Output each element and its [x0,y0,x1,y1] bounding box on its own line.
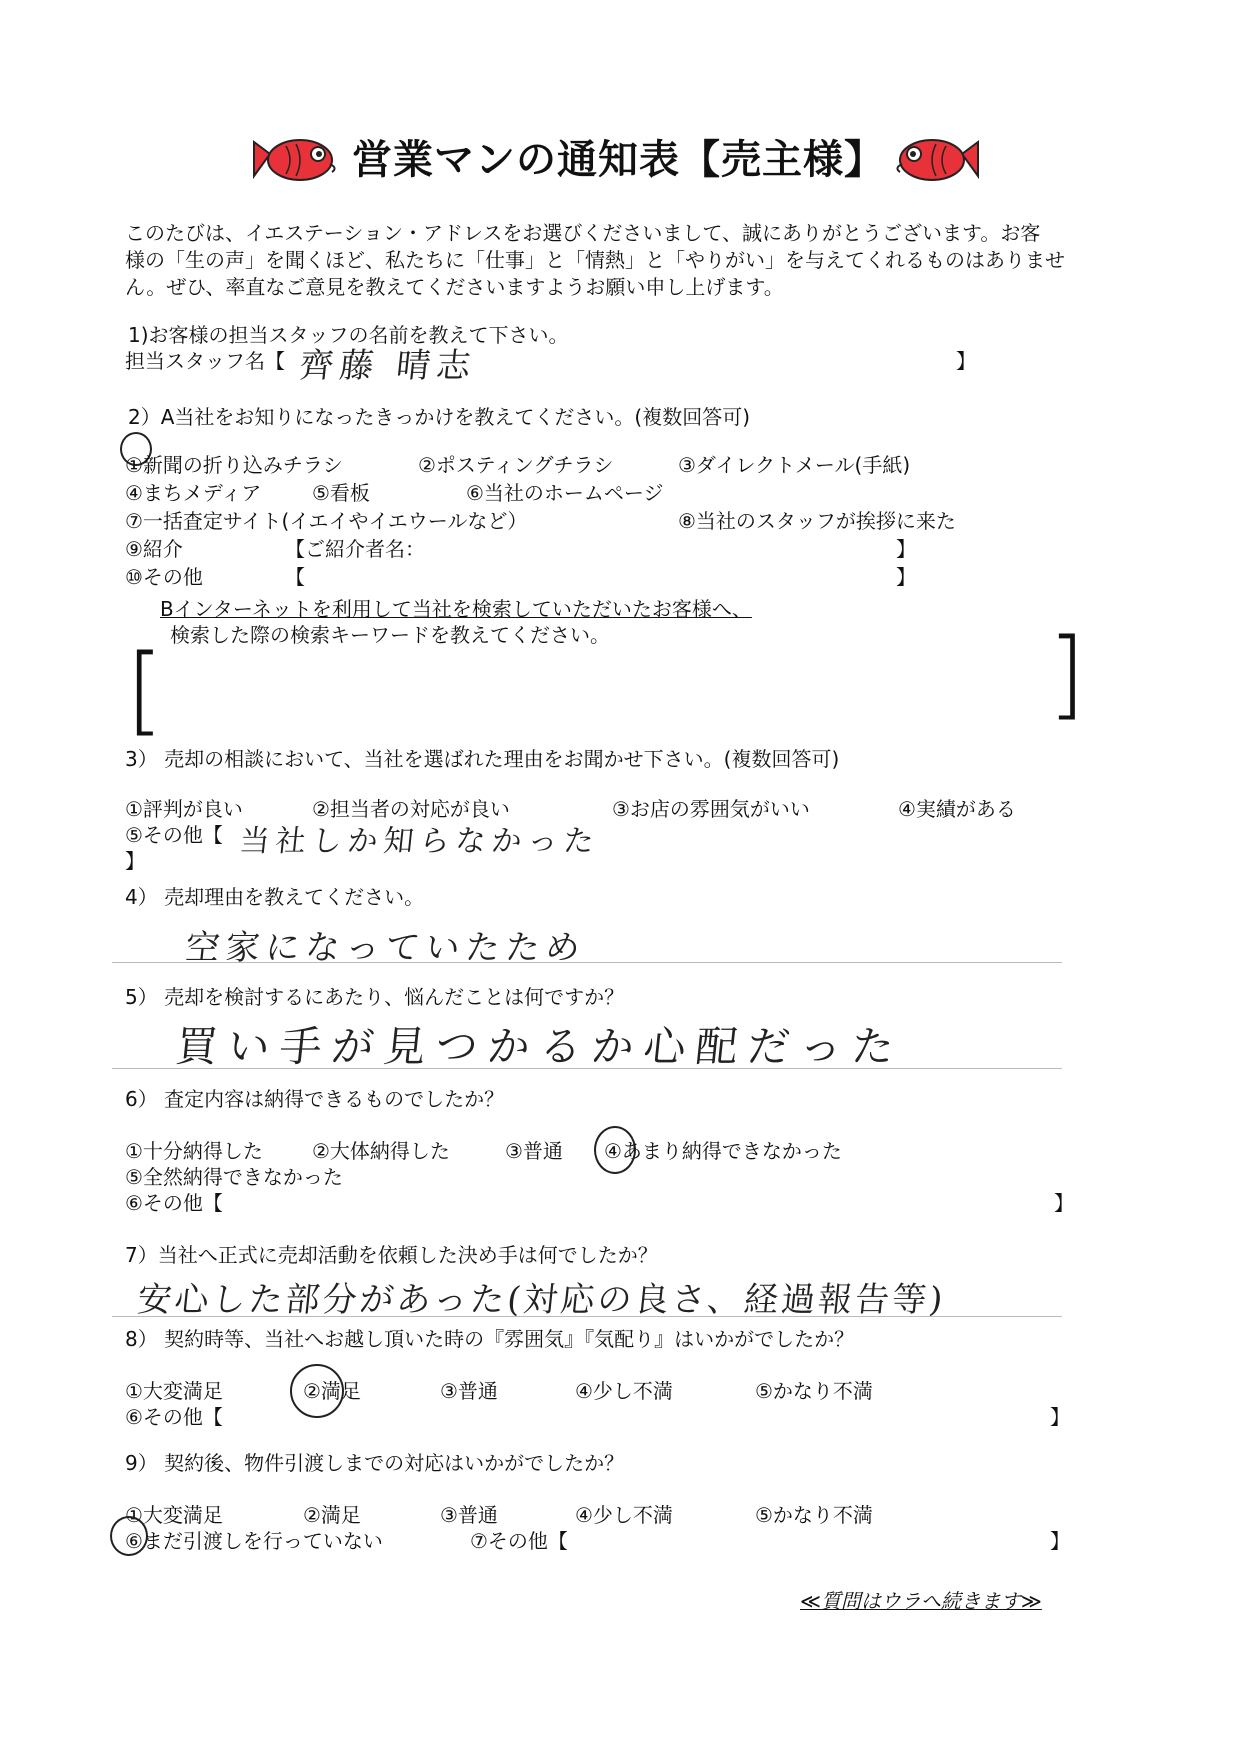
q2-opt1: ①新聞の折り込みチラシ [125,453,343,477]
q6-close-bracket: 】 [1054,1191,1074,1215]
q8-opt6: ⑥その他【 [125,1405,223,1429]
q2-opt10: ⑩その他 [125,565,203,589]
q3-heading: 3） 売却の相談において、当社を選ばれた理由をお聞かせ下さい。(複数回答可) [125,747,840,771]
q8-heading: 8） 契約時等、当社へお越し頂いた時の『雰囲気』『気配り』はいかがでしたか？ [125,1327,855,1351]
q9-close-bracket: 】 [1050,1529,1070,1553]
q5-heading: 5） 売却を検討するにあたり、悩んだことは何ですか？ [125,985,625,1009]
intro-line-1: このたびは、イエステーション・アドレスをお選びくださいまして、誠にありがとうございます。お客 [125,221,1041,245]
q2-opt9-bracket: 【ご紹介者名： [285,537,425,561]
q2-b-open-bracket: [ [126,634,164,746]
q8-opt4: ④少し不満 [575,1379,673,1403]
q6-opt6: ⑥その他【 [125,1191,223,1215]
q6-opt3: ③普通 [505,1139,563,1163]
q4-answer: 空家になっていたため [183,928,588,968]
continue-on-back-note: ≪質問はウラへ続きます≫ [800,1589,1042,1613]
q5-answer-line [112,1068,1062,1069]
q8-opt3: ③普通 [440,1379,498,1403]
right-fish-icon [888,132,984,186]
q2-heading: 2）A当社をお知りになったきっかけを教えてください。(複数回答可) [128,405,751,429]
q4-heading: 4） 売却理由を教えてください。 [125,885,425,909]
q2-b-line2: 検索した際の検索キーワードを教えてください。 [170,623,610,647]
q2-opt10-close: 】 [896,565,916,589]
q6-opt5: ⑤全然納得できなかった [125,1165,343,1189]
q1-heading: 1)お客様の担当スタッフの名前を教えて下さい。 [128,323,569,347]
q2-opt4: ④まちメディア [125,481,262,505]
q5-answer: 買い手が見つかるか心配だった [173,1022,907,1071]
q6-heading: 6） 査定内容は納得できるものでしたか？ [125,1087,505,1111]
q2-opt8: ⑧当社のスタッフが挨拶に来た [678,509,956,533]
q9-opt7: ⑦その他【 [470,1529,568,1553]
q2-opt3: ③ダイレクトメール(手紙) [678,453,911,477]
q6-opt4: ④あまり納得できなかった [604,1139,842,1163]
q8-close-bracket: 】 [1050,1405,1070,1429]
q2-b-line1: Bインターネットを利用して当社を検索していただいたお客様へ、 [160,597,752,621]
intro-line-3: ん。ぜひ、率直なご意見を教えてくださいますようお願い申し上げます。 [125,275,784,299]
q9-opt3: ③普通 [440,1503,498,1527]
q4-answer-line [112,962,1062,963]
q2-b-close-bracket: ] [1048,618,1086,730]
q3-opt5: ⑤その他【 [125,823,223,847]
q3-opt3: ③お店の雰囲気がいい [612,797,810,821]
left-fish-icon [248,132,344,186]
q8-opt1: ①大変満足 [125,1379,223,1403]
q7-answer: 安心した部分があった(対応の良さ、経過報告等) [135,1280,948,1320]
q9-opt1: ①大変満足 [125,1503,223,1527]
q1-close-bracket: 】 [956,349,976,373]
q1-answer: 齊藤 晴志 [297,346,479,386]
q6-opt1: ①十分納得した [125,1139,263,1163]
q7-answer-line [112,1316,1062,1317]
q6-opt2: ②大体納得した [312,1139,450,1163]
q9-heading: 9） 契約後、物件引渡しまでの対応はいかがでしたか？ [125,1451,625,1475]
q8-opt5: ⑤かなり不満 [755,1379,873,1403]
q3-answer: 当社しか知らなかった [237,824,602,859]
q2-opt7: ⑦一括査定サイト(イエイやイエウールなど） [125,509,528,533]
q8-opt2: ②満足 [303,1379,361,1403]
q2-opt5: ⑤看板 [312,481,370,505]
q3-close-bracket: 】 [125,849,145,873]
q9-opt6: ⑥まだ引渡しを行っていない [125,1529,383,1553]
intro-line-2: 様の「生の声」を聞くほど、私たちに「仕事」と「情熱」と「やりがい」を与えてくれるものはありませ [125,248,1065,272]
q3-opt2: ②担当者の対応が良い [312,797,510,821]
q2-opt6: ⑥当社のホームページ [466,481,664,505]
q1-label: 担当スタッフ名【 [125,349,285,373]
q2-opt9: ⑨紹介 [125,537,183,561]
q9-opt5: ⑤かなり不満 [755,1503,873,1527]
q2-opt2: ②ポスティングチラシ [418,453,614,477]
q9-opt2: ②満足 [303,1503,361,1527]
q2-opt9-close: 】 [896,537,916,561]
q9-opt4: ④少し不満 [575,1503,673,1527]
q7-heading: 7）当社へ正式に売却活動を依頼した決め手は何でしたか？ [125,1243,658,1267]
page-title: 営業マンの通知表【売主様】 [352,137,885,183]
q3-opt1: ①評判が良い [125,797,243,821]
q3-opt4: ④実績がある [898,797,1016,821]
q2-opt10-bracket: 【 [285,565,305,589]
